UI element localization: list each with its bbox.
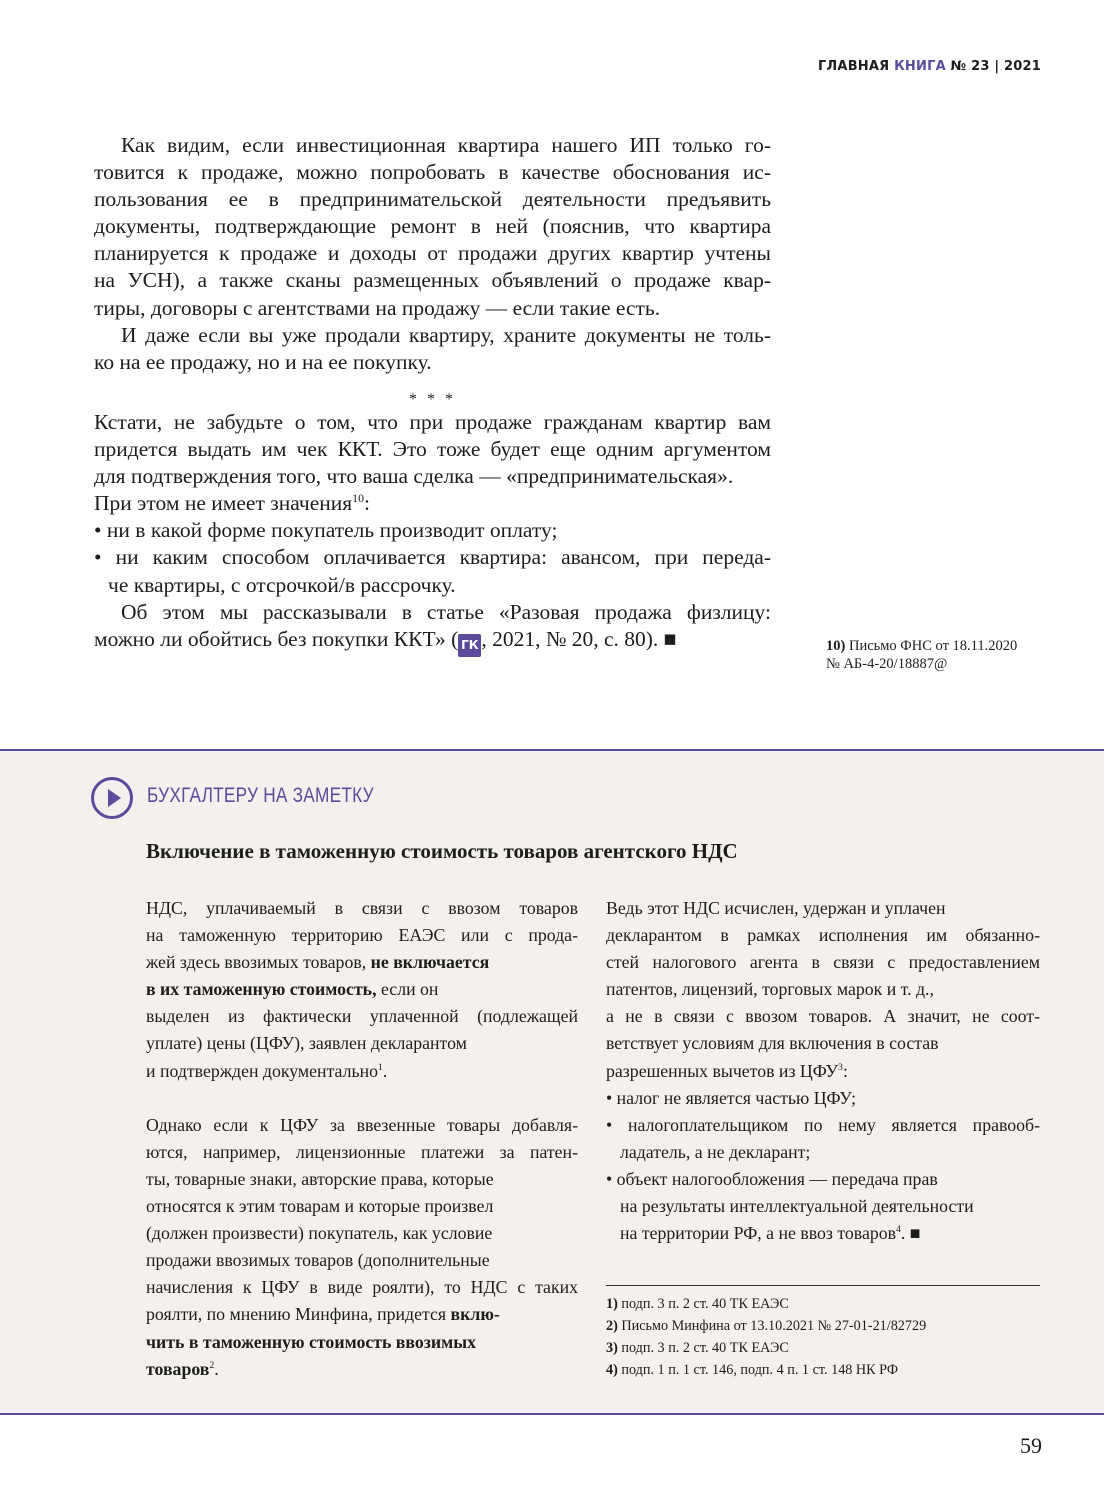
text-line: документы, подтверждающие ремонт в ней (пояснив, что квартира xyxy=(94,214,771,239)
text-line: товится к продаже, можно попробовать в качестве обоснования ис- xyxy=(94,160,771,185)
footnote-text: подп. 1 п. 1 ст. 146, подп. 4 п. 1 ст. 148 НК РФ xyxy=(617,1362,899,1378)
text-line: придется выдать им чек ККТ. Это тоже будет еще одним аргументом xyxy=(94,437,771,462)
header-title-accent: КНИГА xyxy=(894,59,946,74)
box-left-column xyxy=(146,895,578,1383)
bullet-item-cont: на результаты интеллектуальной деятельности xyxy=(620,1196,974,1217)
bullet-item: • объект налогообложения — передача прав xyxy=(606,1168,938,1189)
text-line: тиры, договоры с агентствами на продажу — если такие есть. xyxy=(94,295,661,320)
text-line: относятся к этим товарам и которые произвел xyxy=(146,1196,494,1217)
sidenote-text: Письмо ФНС от 18.11.2020 xyxy=(845,638,1018,654)
bold-text: товаров xyxy=(146,1358,210,1379)
bullet-item-cont: ладатель, а не декларант; xyxy=(620,1141,811,1162)
text: : xyxy=(842,1060,848,1081)
text: : xyxy=(363,491,370,516)
text-line: стей налогового агента в связи с предоставлением xyxy=(606,952,1040,973)
text: роялти, по мнению Минфина, придется xyxy=(146,1304,451,1325)
paragraph-3 xyxy=(94,409,771,490)
footnote xyxy=(606,1337,926,1359)
text-line: на таможенную территорию ЕАЭС или с прода- xyxy=(146,925,578,946)
box-label: БУХГАЛТЕРУ НА ЗАМЕТКУ xyxy=(147,784,374,807)
bullet-item: • налогоплательщиком по нему является правооб- xyxy=(606,1114,1040,1135)
text-line: ко на ее продажу, но и на ее покупку. xyxy=(94,349,432,374)
text-line: продажи ввозимых товаров (дополнительные xyxy=(146,1250,490,1271)
paragraph-2 xyxy=(94,322,771,376)
bullet-item: • ни каким способом оплачивается квартира: авансом, при переда- xyxy=(94,545,771,570)
footnote-ref: 4 xyxy=(896,1224,901,1236)
running-header xyxy=(818,59,1041,74)
header-title: ГЛАВНАЯ xyxy=(817,59,895,74)
footnote-number: 2) xyxy=(606,1318,618,1334)
box-right-column xyxy=(606,895,1040,1247)
text-line: на УСН), а также сканы размещенных объявлений о продаже квар- xyxy=(94,268,771,293)
bullet-item-cont: че квартиры, с отсрочкой/в рассрочку. xyxy=(108,572,456,597)
text-line: И даже если вы уже продали квартиру, храните документы не толь- xyxy=(121,322,771,347)
text-line: начисления к ЦФУ в виде роялти), то НДС с таких xyxy=(146,1277,578,1298)
text: на территории РФ, а не ввоз товаров xyxy=(620,1223,897,1244)
page-number: 59 xyxy=(1020,1433,1042,1458)
text-line: выделен из фактически уплаченной (подлежащей xyxy=(146,1006,578,1027)
text-line: Кстати, не забудьте о том, что при продаже гражданам квартир вам xyxy=(94,409,771,434)
text-line: пользования ее в предпринимательской деятельности предъявить xyxy=(94,187,771,212)
footnote-divider xyxy=(606,1285,1040,1286)
text-line: а не в связи с ввозом товаров. А значит, не соот- xyxy=(606,1006,1040,1027)
text: . ■ xyxy=(900,1223,921,1244)
text-line: планируется к продаже и доходы от продажи других квартир учтены xyxy=(94,241,771,266)
bullet-item: • ни в какой форме покупатель производит оплату; xyxy=(94,518,558,543)
footnote xyxy=(606,1293,926,1315)
text: При этом не имеет значения xyxy=(94,491,353,516)
footnotes xyxy=(606,1293,926,1381)
main-text xyxy=(94,132,771,657)
glavkniga-logo-icon[interactable]: ГК xyxy=(458,634,481,657)
text-line: Однако если к ЦФУ за ввезенные товары добавля- xyxy=(146,1114,578,1135)
sidenote-10 xyxy=(826,637,1017,673)
text-line: ются, например, лицензионные платежи за патен- xyxy=(146,1141,578,1162)
bold-text: чить в таможенную стоимость ввозимых xyxy=(146,1331,477,1352)
footnote-ref: 1 xyxy=(378,1061,383,1073)
section-separator: * * * xyxy=(409,390,456,408)
text-line: ты, товарные знаки, авторские права, которые xyxy=(146,1168,494,1189)
sidenote-number: 10) xyxy=(826,638,846,654)
footnote-ref: 3 xyxy=(838,1061,843,1073)
paragraph-3-last xyxy=(94,490,771,517)
text-line: (должен произвести) покупатель, как условие xyxy=(146,1223,493,1244)
text-line: уплате) цены (ЦФУ), заявлен декларантом xyxy=(146,1033,467,1054)
bold-text: не включается xyxy=(370,952,490,973)
header-issue: № 23 | 2021 xyxy=(945,59,1041,74)
text: . xyxy=(214,1358,219,1379)
text: разрешенных вычетов из ЦФУ xyxy=(606,1060,839,1081)
bold-text: в их таможенную стоимость, xyxy=(146,979,377,1000)
text-line: для подтверждения того, что ваша сделка — «предпринимательская». xyxy=(94,464,734,489)
text: можно ли обойтись без покупки ККТ» ( xyxy=(94,626,459,651)
play-icon xyxy=(91,777,133,819)
bold-text: вклю- xyxy=(450,1304,500,1325)
accountant-note-box xyxy=(0,749,1104,1415)
footnote-ref: 10 xyxy=(352,491,364,506)
paragraph-4-last xyxy=(94,626,771,657)
text-line: ветствует условиям для включения в состав xyxy=(606,1033,939,1054)
paragraph-1 xyxy=(94,132,771,322)
footnote-number: 3) xyxy=(606,1340,618,1356)
footnote-number: 4) xyxy=(606,1362,618,1378)
text-line: декларантом в рамках исполнения им обязанно- xyxy=(606,925,1040,946)
text: , 2021, № 20, с. 80). ■ xyxy=(481,626,677,651)
footnote-text: подп. 3 п. 2 ст. 40 ТК ЕАЭС xyxy=(617,1296,789,1312)
footnote-text: подп. 3 п. 2 ст. 40 ТК ЕАЭС xyxy=(617,1340,789,1356)
text: и подтвержден документально xyxy=(146,1060,378,1081)
footnote-number: 1) xyxy=(606,1296,618,1312)
text: если он xyxy=(376,979,439,1000)
paragraph-4: Об этом мы рассказывали в статье «Разовая продажа физлицу: xyxy=(121,599,771,624)
footnote xyxy=(606,1315,926,1337)
bullet-item: • налог не является частью ЦФУ; xyxy=(606,1087,857,1108)
sidenote-text: № АБ-4-20/18887@ xyxy=(826,656,948,672)
text-line: Как видим, если инвестиционная квартира нашего ИП только го- xyxy=(121,133,771,157)
text: жей здесь ввозимых товаров, xyxy=(146,952,371,973)
text-line: патентов, лицензий, торговых марок и т. д., xyxy=(606,979,934,1000)
text-line: Ведь этот НДС исчислен, удержан и уплачен xyxy=(606,898,946,918)
footnote-ref: 2 xyxy=(209,1359,215,1371)
footnote-text: Письмо Минфина от 13.10.2021 № 27-01-21/82729 xyxy=(617,1318,927,1334)
text: . xyxy=(382,1060,388,1081)
box-title: Включение в таможенную стоимость товаров агентского НДС xyxy=(146,839,738,863)
footnote xyxy=(606,1359,926,1381)
text-line: НДС, уплачиваемый в связи с ввозом товаров xyxy=(146,898,578,918)
